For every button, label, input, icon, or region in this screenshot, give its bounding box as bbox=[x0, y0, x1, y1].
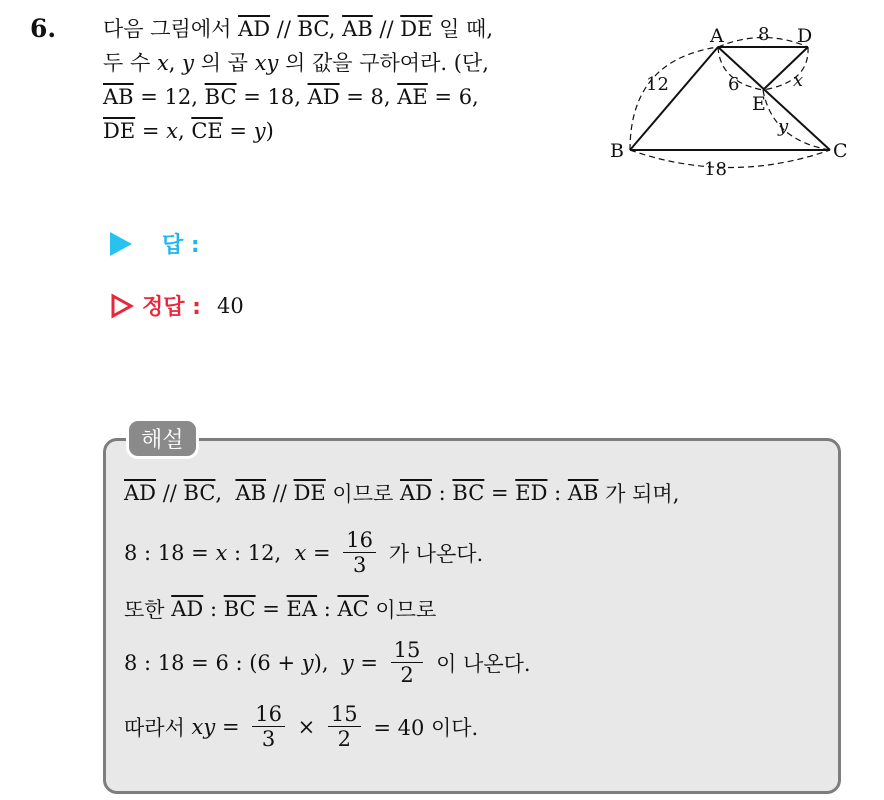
segment: $\overline{BC}$ bbox=[223, 597, 256, 621]
arc-bc bbox=[630, 150, 830, 168]
text: ) bbox=[265, 119, 274, 143]
answer-label: 답 : bbox=[162, 233, 200, 258]
segment: $\overline{BC}$ bbox=[452, 481, 485, 505]
text: 의 곱 bbox=[194, 51, 255, 75]
fraction bbox=[391, 638, 424, 687]
var: y bbox=[253, 119, 266, 143]
text: , bbox=[328, 17, 343, 41]
parallel-sign: // bbox=[270, 17, 298, 41]
text: ), bbox=[313, 650, 342, 675]
text: = 40 이다. bbox=[366, 715, 479, 740]
text: = bbox=[215, 714, 247, 739]
length-ae: 6 bbox=[728, 74, 740, 95]
text: = 8, bbox=[339, 85, 398, 109]
denominator: 3 bbox=[261, 727, 276, 751]
var: x bbox=[156, 51, 169, 75]
var: x bbox=[215, 540, 228, 565]
length-ad: 8 bbox=[758, 24, 770, 45]
text: 따라서 bbox=[124, 715, 192, 740]
vertex-d: D bbox=[797, 25, 813, 47]
text: : 12, bbox=[227, 540, 295, 565]
correct-answer-row bbox=[110, 290, 244, 321]
text: = 12, bbox=[133, 85, 205, 109]
numerator: 16 bbox=[252, 702, 285, 727]
segment: $\overline{AC}$ bbox=[337, 597, 369, 621]
segment: $\overline{DE}$ bbox=[400, 17, 433, 41]
text: , bbox=[177, 119, 192, 143]
solution-line-1 bbox=[124, 478, 679, 508]
text: = bbox=[353, 650, 385, 675]
text: = bbox=[306, 540, 338, 565]
text: 의 값을 구하여라. (단, bbox=[278, 51, 489, 75]
question-line-2 bbox=[103, 46, 593, 80]
segment: $\overline{AB}$ bbox=[342, 17, 373, 41]
figure-lines bbox=[630, 47, 830, 150]
text: : bbox=[431, 481, 453, 505]
text: 가 나온다. bbox=[382, 541, 484, 566]
segment: $\overline{ED}$ bbox=[515, 481, 548, 505]
text: = bbox=[484, 481, 516, 505]
segment: $\overline{BC}$ bbox=[183, 481, 216, 505]
segment: $\overline{AB}$ bbox=[103, 85, 134, 109]
segment: $\overline{CE}$ bbox=[191, 119, 223, 143]
correct-answer-value: 40 bbox=[216, 293, 244, 318]
question-line-4 bbox=[103, 114, 593, 148]
question-line-1 bbox=[103, 12, 593, 46]
answer-blank-row bbox=[110, 228, 200, 259]
length-ab: 12 bbox=[646, 74, 669, 95]
geometry-figure bbox=[600, 20, 860, 185]
text: 다음 그림에서 bbox=[103, 17, 239, 41]
text: : bbox=[203, 597, 224, 621]
denominator: 3 bbox=[352, 553, 367, 577]
denominator: 2 bbox=[337, 727, 351, 751]
text: 8 : 18 = bbox=[124, 540, 216, 565]
segment: $\overline{EA}$ bbox=[286, 597, 318, 621]
parallel-sign: // bbox=[372, 17, 401, 41]
vertex-a: A bbox=[710, 25, 724, 47]
times-sign: × bbox=[290, 714, 322, 739]
var: x bbox=[166, 119, 178, 143]
numerator: 15 bbox=[391, 638, 424, 663]
segment: $\overline{AD}$ bbox=[399, 481, 432, 505]
segment-ab bbox=[630, 47, 718, 150]
segment: $\overline{BC}$ bbox=[204, 85, 237, 109]
segment: $\overline{AE}$ bbox=[397, 85, 428, 109]
text: // bbox=[156, 481, 184, 505]
solution-line-5 bbox=[124, 702, 478, 751]
play-triangle-icon bbox=[110, 232, 132, 256]
var: y bbox=[182, 51, 195, 75]
text: = 18, bbox=[236, 85, 308, 109]
text: = bbox=[222, 119, 254, 143]
numerator: 16 bbox=[343, 528, 376, 553]
denominator: 2 bbox=[400, 663, 414, 687]
var: y bbox=[341, 650, 354, 675]
text: 8 : 18 = 6 : (6 + bbox=[124, 650, 302, 675]
text: // bbox=[266, 481, 294, 505]
segment: $\overline{BC}$ bbox=[297, 17, 329, 41]
solution-line-4 bbox=[124, 638, 531, 687]
segment: $\overline{AB}$ bbox=[235, 481, 267, 505]
text: , bbox=[215, 481, 236, 505]
segment: $\overline{AD}$ bbox=[238, 17, 271, 41]
text: 이므로 bbox=[368, 598, 437, 622]
length-de: x bbox=[793, 70, 804, 91]
text: , bbox=[168, 51, 183, 75]
text: : bbox=[317, 597, 338, 621]
segment: $\overline{AB}$ bbox=[567, 481, 599, 505]
length-bc: 18 bbox=[704, 159, 727, 180]
text: = bbox=[135, 119, 167, 143]
question-text bbox=[103, 12, 593, 148]
fraction bbox=[343, 528, 376, 577]
text: 일 때, bbox=[432, 17, 494, 41]
solution-line-2 bbox=[124, 528, 483, 577]
var: x bbox=[294, 540, 307, 565]
correct-answer-label: 정답 : bbox=[142, 295, 201, 320]
segment-ac bbox=[718, 47, 830, 150]
fraction bbox=[252, 702, 285, 751]
segment: $\overline{AD}$ bbox=[307, 85, 340, 109]
segment: $\overline{DE}$ bbox=[293, 481, 326, 505]
outline-triangle-icon bbox=[110, 293, 134, 319]
vertex-b: B bbox=[610, 140, 624, 162]
var: xy bbox=[191, 714, 216, 739]
numerator: 15 bbox=[328, 702, 361, 727]
text: 가 되며, bbox=[598, 482, 680, 506]
text: 두 수 bbox=[103, 51, 157, 75]
text: : bbox=[547, 481, 568, 505]
question-line-3 bbox=[103, 80, 593, 114]
var: y bbox=[301, 650, 314, 675]
vertex-e: E bbox=[752, 93, 766, 115]
text: = 6, bbox=[427, 85, 479, 109]
var: xy bbox=[254, 51, 279, 75]
text: = bbox=[255, 597, 287, 621]
text: 또한 bbox=[124, 598, 172, 622]
solution-tag: 해설 bbox=[126, 418, 199, 459]
fraction bbox=[328, 702, 361, 751]
solution-line-3 bbox=[124, 594, 436, 624]
segment: $\overline{DE}$ bbox=[103, 119, 136, 143]
length-ce: y bbox=[778, 116, 789, 137]
question-number: 6. bbox=[30, 14, 57, 43]
segment: $\overline{AD}$ bbox=[124, 481, 157, 505]
vertex-c: C bbox=[833, 140, 848, 162]
text: 이므로 bbox=[325, 482, 400, 506]
segment: $\overline{AD}$ bbox=[171, 597, 204, 621]
text: 이 나온다. bbox=[429, 651, 531, 676]
